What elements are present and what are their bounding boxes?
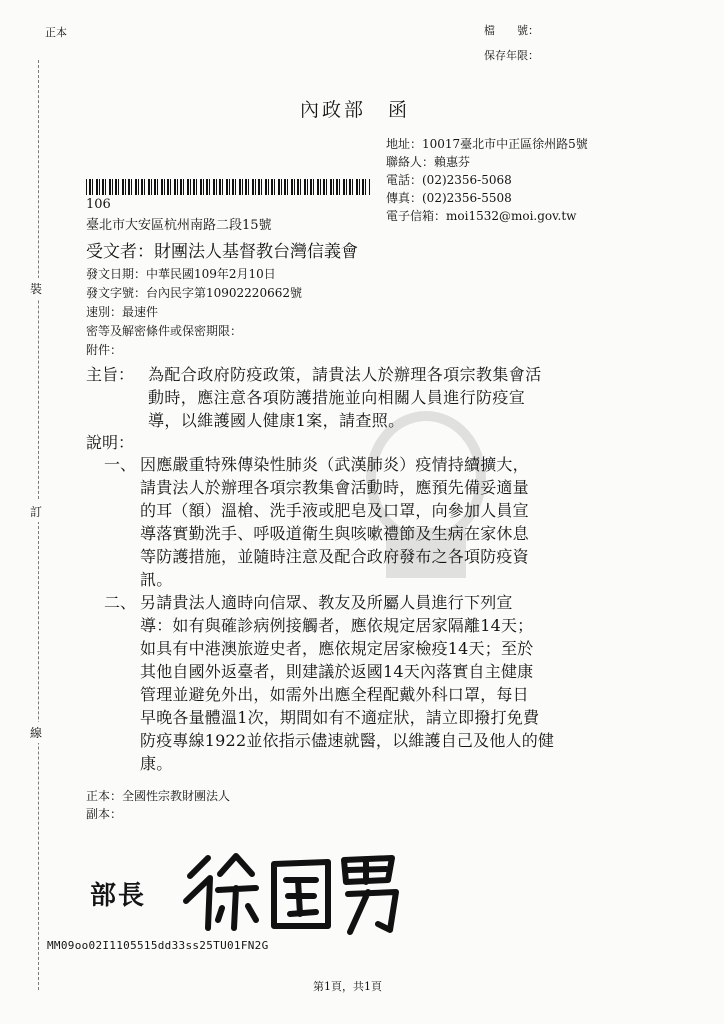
copy-recipient: 副本：: [86, 807, 123, 821]
item-line: 導落實勤洗手、呼吸道衛生與咳嗽禮節及生病在家休息: [140, 524, 529, 543]
email: 電子信箱：moi1532@moi.gov.tw: [386, 209, 577, 223]
item-line: 的耳（額）溫槍、洗手液或肥皂及口罩，向參加人員宣: [140, 501, 529, 520]
item-line: 請貴法人於辦理各項宗教集會活動時，應預先備妥適量: [140, 478, 529, 497]
item-line: 訊。: [140, 570, 173, 589]
fax: 傳真：(02)2356-5508: [386, 191, 512, 205]
secrecy-level: 密等及解密條件或保密期限：: [86, 324, 243, 338]
sender-address: 地址：10017臺北市中正區徐州路5號: [386, 137, 588, 151]
document-code: MM09oo02I1105515dd33ss25TU01FN2G: [47, 939, 269, 952]
binding-mark: 線: [30, 722, 42, 743]
document-title: 內政部 函: [300, 99, 411, 121]
subject-line: 導，以維護國人健康1案，請查照。: [148, 411, 405, 430]
postal-code: 106: [86, 197, 111, 212]
item-number: 一、: [104, 455, 137, 474]
page-number: 第1頁，共1頁: [313, 980, 382, 993]
contact-person: 聯絡人：賴惠芬: [386, 155, 471, 169]
item-line: 另請貴法人適時向信眾、教友及所屬人員進行下列宣: [140, 593, 513, 612]
barcode: [86, 179, 370, 195]
handwritten-signature: [178, 846, 408, 936]
recipient: 受文者：財團法人基督教台灣信義會: [86, 242, 358, 262]
item-number: 二、: [104, 593, 137, 612]
description-label: 說明：: [86, 433, 135, 452]
item-line: 管理並避免外出，如需外出應全程配戴外科口罩，每日: [140, 685, 529, 704]
document-number: 發文字號：台內民字第10902220662號: [86, 286, 302, 300]
item-line: 防疫專線1922並依指示儘速就醫，以維護自己及他人的健: [140, 731, 555, 750]
recipient-address: 臺北市大安區杭州南路二段15號: [86, 218, 272, 233]
phone: 電話：(02)2356-5068: [386, 173, 512, 187]
original-recipient: 正本：全國性宗教財團法人: [86, 789, 231, 803]
binding-line: [38, 60, 39, 990]
item-line: 等防護措施，並隨時注意及配合政府發布之各項防疫資: [140, 547, 529, 566]
binding-mark: 訂: [30, 501, 42, 522]
file-number-label: 檔 號：: [484, 24, 539, 37]
item-line: 因應嚴重特殊傳染性肺炎（武漢肺炎）疫情持續擴大，: [140, 455, 529, 474]
issue-date: 發文日期：中華民國109年2月10日: [86, 267, 276, 281]
retention-label: 保存年限：: [484, 49, 539, 62]
item-line: 其他自國外返臺者，則建議於返國14天內落實自主健康: [140, 662, 534, 681]
binding-mark: 裝: [30, 278, 42, 299]
delivery-speed: 速別：最速件: [86, 305, 159, 319]
item-line: 如具有中港澳旅遊史者，應依規定居家檢疫14天；至於: [140, 639, 534, 658]
minister-title: 部長: [90, 881, 147, 911]
item-line: 早晚各量體溫1次，期間如有不適症狀，請立即撥打免費: [140, 708, 540, 727]
subject-line: 動時，應注意各項防護措施並向相關人員進行防疫宣: [148, 388, 526, 407]
copy-type: 正本: [45, 26, 67, 39]
subject-label: 主旨：: [86, 365, 135, 384]
subject-line: 為配合政府防疫政策，請貴法人於辦理各項宗教集會活: [148, 365, 542, 384]
item-line: 康。: [140, 754, 173, 773]
item-line: 導：如有與確診病例接觸者，應依規定居家隔離14天；: [140, 616, 534, 635]
attachment: 附件：: [86, 343, 123, 357]
